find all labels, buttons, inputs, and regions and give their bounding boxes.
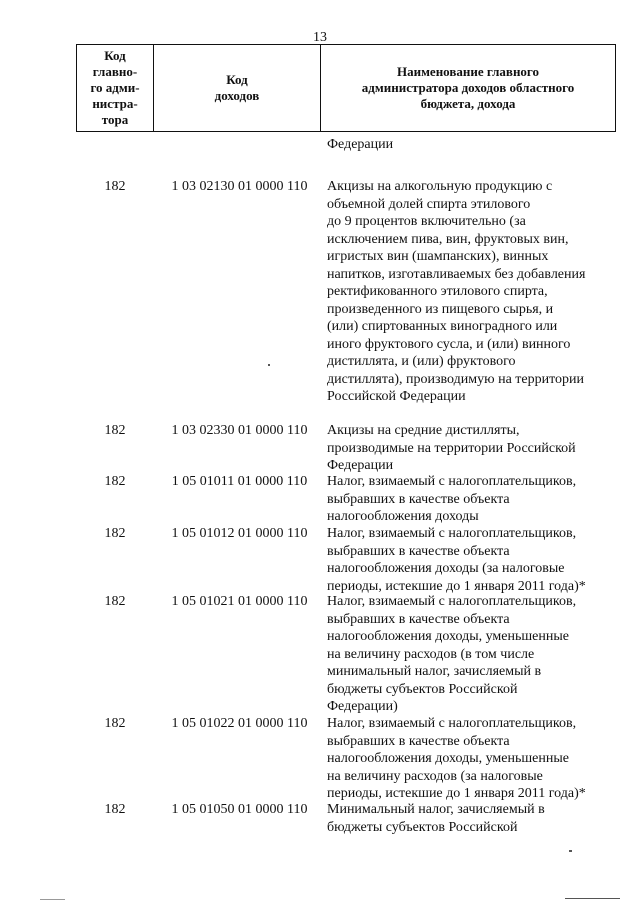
income-code: 1 03 02130 01 0000 110: [171, 179, 308, 194]
header-text: администратора доходов областного: [361, 80, 575, 95]
name-line: налогообложения доходы: [327, 509, 479, 524]
name-line: Налог, взимаемый с налогоплательщиков,: [327, 474, 577, 489]
name-line: Федерации: [327, 137, 394, 152]
income-name: [327, 715, 617, 803]
income-name: [327, 136, 617, 154]
name-line: Федерации: [327, 458, 394, 473]
name-line: производимые на территории Российской: [327, 440, 576, 456]
name-line: выбравших в качестве объекта: [327, 611, 510, 627]
header-text: тора: [101, 112, 129, 127]
name-line: минимальный налог, зачисляемый в: [327, 664, 542, 679]
income-name: [327, 593, 617, 716]
scan-mark: [565, 898, 620, 899]
admin-code: 182: [104, 423, 126, 438]
income-code: 1 05 01022 01 0000 110: [171, 716, 308, 731]
name-line: иного фруктового сусла, и (или) винного: [327, 336, 571, 352]
header-text: го адми-: [90, 80, 140, 95]
name-line: ректификованного этилового спирта,: [327, 284, 548, 299]
admin-code: 182: [104, 474, 126, 489]
income-name: [327, 525, 617, 595]
scan-dot: [268, 364, 270, 366]
name-line: на величину расходов (за налоговые: [327, 768, 543, 784]
name-line: Налог, взимаемый с налогоплательщиков,: [327, 526, 577, 541]
income-name: [327, 422, 617, 475]
name-line: Минимальный налог, зачисляемый в: [327, 802, 545, 817]
name-line: Акцизы на алкогольную продукцию с: [327, 179, 553, 194]
admin-code: 182: [104, 716, 126, 731]
name-line: выбравших в качестве объекта: [327, 733, 510, 749]
name-line: периоды, истекшие до 1 января 2011 года)*: [327, 578, 586, 594]
name-line: Федерации): [327, 699, 398, 714]
admin-code: 182: [104, 179, 126, 194]
name-line: Акцизы на средние дистилляты,: [327, 423, 520, 438]
header-text: главно-: [92, 64, 138, 79]
income-code: 1 05 01011 01 0000 110: [171, 474, 308, 489]
name-line: Налог, взимаемый с налогоплательщиков,: [327, 594, 577, 609]
header-income-code: [154, 45, 321, 132]
name-line: исключением пива, вин, фруктовых вин,: [327, 231, 569, 247]
scan-mark: [40, 899, 65, 900]
name-line: дистиллята), производимую на территории: [327, 371, 585, 387]
name-line: налогообложения доходы, уменьшенные: [327, 751, 569, 766]
header-text: нистра-: [92, 96, 138, 111]
income-code: 1 05 01012 01 0000 110: [171, 526, 308, 541]
name-line: дистиллята, и (или) фруктового: [327, 354, 516, 369]
name-line: налогообложения доходы (за налоговые: [327, 561, 565, 576]
header-text: доходов: [214, 88, 260, 103]
name-line: произведенного из пищевого сырья, и: [327, 301, 554, 317]
income-code: 1 03 02330 01 0000 110: [171, 423, 308, 438]
table-header: [76, 44, 616, 132]
header-name: [321, 45, 616, 132]
name-line: Налог, взимаемый с налогоплательщиков,: [327, 716, 577, 731]
name-line: напитков, изготавливаемых без добавления: [327, 266, 586, 282]
page-number: 13: [313, 30, 327, 45]
name-line: (или) спиртованных виноградного или: [327, 319, 558, 334]
header-text: Код: [104, 48, 126, 63]
name-line: Российской Федерации: [327, 389, 466, 404]
income-name: [327, 801, 617, 836]
name-line: выбравших в качестве объекта: [327, 543, 510, 559]
name-line: бюджеты субъектов Российской: [327, 681, 518, 697]
income-name: [327, 473, 617, 526]
income-code: 1 05 01050 01 0000 110: [171, 802, 308, 817]
header-text: Наименование главного: [396, 64, 540, 79]
name-line: до 9 процентов включительно (за: [327, 214, 526, 229]
income-code: 1 05 01021 01 0000 110: [171, 594, 308, 609]
header-admin-code: [77, 45, 154, 132]
header-text: бюджета, дохода: [420, 96, 516, 111]
scan-dot: [569, 850, 572, 852]
admin-code: 182: [104, 802, 126, 817]
name-line: выбравших в качестве объекта: [327, 491, 510, 507]
name-line: объемной долей спирта этилового: [327, 196, 531, 212]
admin-code: 182: [104, 594, 126, 609]
name-line: на величину расходов (в том числе: [327, 646, 535, 662]
header-text: Код: [226, 72, 248, 87]
name-line: налогообложения доходы, уменьшенные: [327, 629, 569, 644]
name-line: бюджеты субъектов Российской: [327, 819, 518, 835]
name-line: периоды, истекшие до 1 января 2011 года)*: [327, 786, 586, 801]
admin-code: 182: [104, 526, 126, 541]
income-name: [327, 178, 617, 406]
name-line: игристых вин (шампанских), винных: [327, 249, 549, 264]
